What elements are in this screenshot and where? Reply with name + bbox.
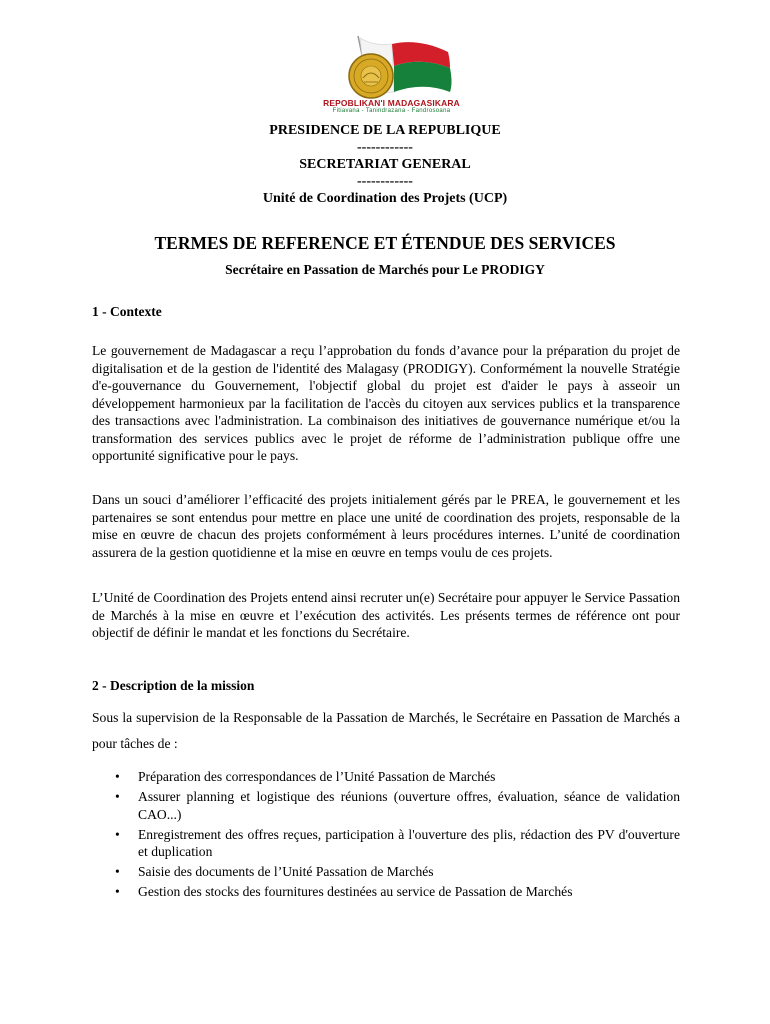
header-separator-1: ------------	[357, 140, 413, 155]
header-ucp: Unité de Coordination des Projets (UCP)	[262, 191, 508, 206]
document-title: TERMES DE REFERENCE ET ÉTENDUE DES SERVICES	[154, 233, 616, 253]
task-text: Gestion des stocks des fournitures destinées au service de Passation de Marchés	[138, 884, 573, 900]
list-item	[92, 826, 680, 861]
logo-republic-name: REPOBLIKAN'I MADAGASIKARA	[323, 98, 460, 108]
republic-logo	[300, 34, 480, 118]
header-separator-2: ------------	[357, 174, 413, 189]
task-text: Enregistrement des offres reçues, participation à l'ouverture des plis, rédaction des PV d'ouverture et duplication	[138, 826, 680, 860]
bullet-icon: •	[115, 826, 120, 842]
mission-task-list	[92, 768, 680, 903]
paragraph-mission-intro: Sous la supervision de la Responsable de la Passation de Marchés, le Secrétaire en Passation de Marchés a pour tâches de :	[92, 710, 680, 751]
paragraph-contexte-2: Dans un souci d’améliorer l’efficacité des projets initialement gérés par le PREA, le gouvernement et les partenaires se sont entendus pour mettre en place une unité de coordination des projets, responsable de la mise en œuvre de chacun des projets conformément à leurs procédures internes. L’unité de coordination assurera de la gestion quotidienne et la mise en œuvre en temps voulu de ces projets.	[92, 492, 680, 560]
paragraph-contexte-3: L’Unité de Coordination des Projets entend ainsi recruter un(e) Secrétaire pour appuyer le Service Passation de Marchés à la mise en œuvre et l’exécution des activités. Les présents termes de référence ont pour objectif de définir le mandat et les fonctions du Secrétaire.	[92, 590, 680, 640]
logo-motto: Fitiavana - Tanindrazana - Fandrosoana	[332, 108, 451, 114]
list-item	[92, 863, 680, 881]
list-item	[92, 883, 680, 901]
list-item	[92, 768, 680, 786]
flag-seal-emblem-icon	[300, 34, 480, 100]
header-presidence: PRESIDENCE DE LA REPUBLIQUE	[269, 123, 501, 138]
section-heading-mission: 2 - Description de la mission	[92, 678, 255, 693]
bullet-icon: •	[115, 769, 120, 784]
paragraph-contexte-1: Le gouvernement de Madagascar a reçu l’approbation du fonds d’avance pour la préparation du projet de digitalisation et de la gestion de l'identité des Malagasy (PRODIGY). Conformément la nouvelle Stratégie d'e-gouvernance du Gouvernement, l'objectif global du projet est d'aider le pays à asseoir un développement harmonieux par la facilitation de l'accès du citoyen aux services publics et la transparence des transactions avec l'administration. La combinaison des initiatives de gouvernance numérique et/ou la transformation des services publics avec le projet de réforme de l’administration publique offre une opportunité significative pour le pays.	[92, 343, 680, 463]
task-text: Assurer planning et logistique des réunions (ouverture offres, évaluation, séance de validation CAO...)	[138, 789, 680, 822]
bullet-icon: •	[115, 864, 120, 880]
bullet-icon: •	[115, 789, 120, 805]
document-subtitle: Secrétaire en Passation de Marchés pour Le PRODIGY	[225, 262, 545, 277]
header-secretariat: SECRETARIAT GENERAL	[299, 157, 471, 172]
list-item	[92, 788, 680, 823]
task-text: Saisie des documents de l’Unité Passation de Marchés	[138, 864, 434, 880]
bullet-icon: •	[115, 884, 120, 900]
section-heading-contexte: 1 - Contexte	[92, 304, 162, 319]
task-text: Préparation des correspondances de l’Unité Passation de Marchés	[138, 769, 496, 784]
